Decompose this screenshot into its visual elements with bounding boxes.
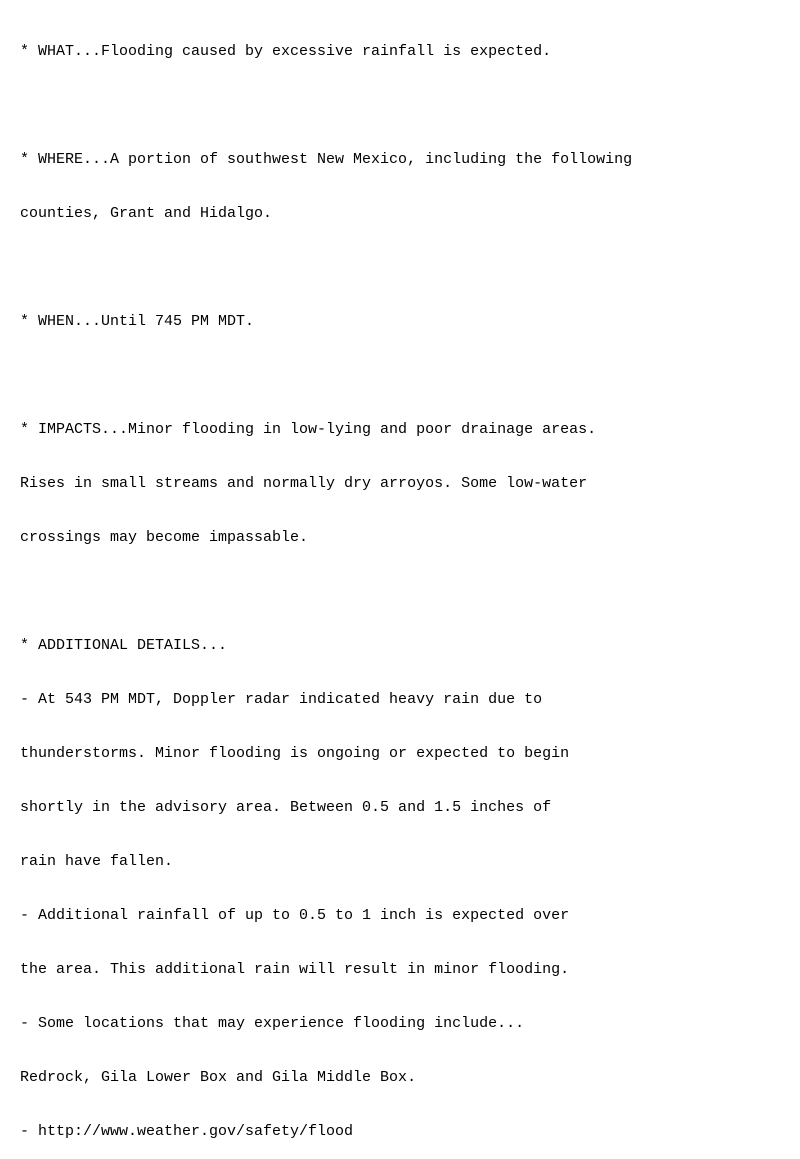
what-line: * WHAT...Flooding caused by excessive rainfall is expected. <box>20 43 552 60</box>
details-radar-line-continued: rain have fallen. <box>20 853 174 870</box>
where-line-continued: counties, Grant and Hidalgo. <box>20 205 273 222</box>
details-radar-line-continued: shortly in the advisory area. Between 0.5 and 1.5 inches of <box>20 799 552 816</box>
details-locations-line: - Some locations that may experience flooding include... <box>20 1015 525 1032</box>
advisory-text <box>20 7 632 1159</box>
details-radar-line: - At 543 PM MDT, Doppler radar indicated heavy rain due to <box>20 691 543 708</box>
impacts-line-continued: Rises in small streams and normally dry arroyos. Some low-water <box>20 475 588 492</box>
safety-url-line: - http://www.weather.gov/safety/flood <box>20 1123 354 1140</box>
where-line: * WHERE...A portion of southwest New Mexico, including the following <box>20 151 633 168</box>
impacts-line-continued: crossings may become impassable. <box>20 529 309 546</box>
details-rainfall-line: - Additional rainfall of up to 0.5 to 1 inch is expected over <box>20 907 570 924</box>
additional-details-heading: * ADDITIONAL DETAILS... <box>20 637 228 654</box>
blank-line <box>20 583 632 601</box>
details-radar-line-continued: thunderstorms. Minor flooding is ongoing or expected to begin <box>20 745 570 762</box>
blank-line <box>20 97 632 115</box>
blank-line <box>20 259 632 277</box>
impacts-line: * IMPACTS...Minor flooding in low-lying and poor drainage areas. <box>20 421 597 438</box>
blank-line <box>20 367 632 385</box>
when-line: * WHEN...Until 745 PM MDT. <box>20 313 255 330</box>
details-rainfall-line-continued: the area. This additional rain will result in minor flooding. <box>20 961 570 978</box>
details-locations-line-continued: Redrock, Gila Lower Box and Gila Middle Box. <box>20 1069 417 1086</box>
